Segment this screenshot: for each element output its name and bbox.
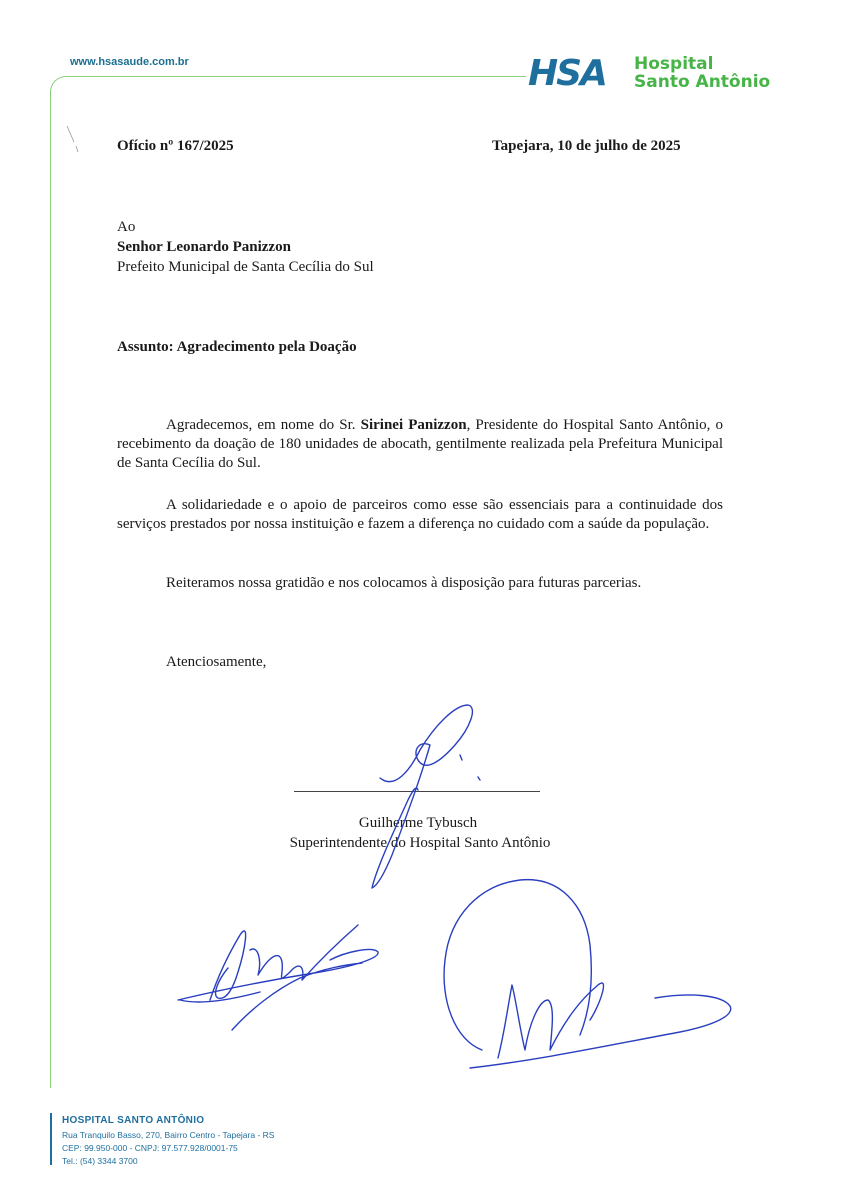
paragraph-1-end: , Presidente do Hospital Santo Antônio, o recebimento da doação de 180 unidades de abocath, gentilmente realizada pela Prefeitura Municipal de Santa Cecília do Sul.: [117, 417, 723, 471]
closing: Atenciosamente,: [166, 654, 267, 670]
recipient-title: Prefeito Municipal de Santa Cecília do Sul: [117, 259, 374, 275]
footer-address: Rua Tranquilo Basso, 270, Bairro Centro - Tapejara - RS: [62, 1130, 275, 1140]
letter-date: Tapejara, 10 de julho de 2025: [492, 138, 681, 154]
footer-phone: Tel.: (54) 3344 3700: [62, 1156, 138, 1166]
president-name: Sirinei Panizzon: [360, 417, 467, 433]
signer-role: Superintendente do Hospital Santo Antônio: [289, 835, 551, 851]
paragraph-2: A solidariedade e o apoio de parceiros como esse são essenciais para a continuidade dos serviços prestados por nossa instituição e fazem a diferença no cuidado com a saúde da população.: [117, 497, 723, 532]
left-frame-border: [50, 92, 51, 1088]
signature-line: [294, 791, 540, 792]
paragraph-3: Reiteramos nossa gratidão e nos colocamos à disposição para futuras parcerias.: [166, 575, 642, 591]
signer-name: Guilherme Tybusch: [358, 815, 478, 831]
footer-accent-bar: [50, 1113, 52, 1165]
header-divider: [66, 76, 526, 77]
recipient-name: Senhor Leonardo Panizzon: [117, 239, 291, 255]
right-signature: [444, 880, 731, 1068]
paragraph-1-start: Agradecemos, em nome do Sr.: [166, 417, 361, 433]
website-url: www.hsasaude.com.br: [70, 56, 189, 68]
footer-cep-cnpj: CEP: 99.950-000 - CNPJ: 97.577.928/0001-75: [62, 1143, 238, 1153]
logo-line-1: Hospital: [634, 54, 714, 74]
scan-artifact: [66, 124, 80, 154]
hospital-logo: [528, 52, 788, 98]
footer-hospital-name: HOSPITAL SANTO ANTÔNIO: [62, 1115, 205, 1126]
salutation: Ao: [117, 219, 136, 235]
paragraph-1: [117, 416, 723, 473]
subject-line: Assunto: Agradecimento pela Doação: [117, 339, 357, 355]
frame-corner: [50, 76, 69, 95]
superintendent-signature: [372, 705, 480, 888]
oficio-number: Ofício nº 167/2025: [117, 138, 234, 154]
left-signature: [178, 925, 378, 1030]
logo-mark: HSA: [528, 53, 606, 94]
logo-line-2: Santo Antônio: [634, 72, 771, 92]
logo-wordmark: [634, 55, 770, 91]
